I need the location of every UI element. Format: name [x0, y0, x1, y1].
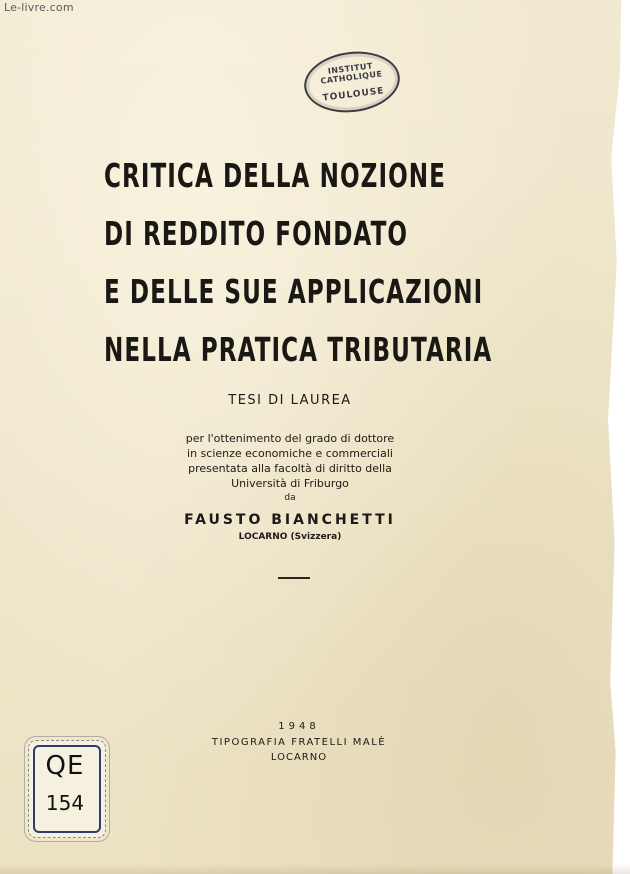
scan-edge: [608, 0, 630, 874]
title-line-4: NELLA PRATICA TRIBUTARIA: [104, 330, 493, 369]
title-line-2: DI REDDITO FONDATO: [104, 214, 409, 253]
stamp-line-3: TOULOUSE: [322, 86, 386, 104]
description-line-3: presentata alla facoltà di diritto della: [188, 462, 392, 475]
watermark: Le-livre.com: [4, 1, 74, 14]
shelf-label-code: QE: [45, 751, 85, 781]
title-line-1: CRITICA DELLA NOZIONE: [104, 156, 446, 195]
author-location: LOCARNO (Svizzera): [238, 532, 342, 542]
divider-rule: [278, 577, 310, 579]
shelf-label: [28, 740, 106, 838]
description-line-4: Università di Friburgo: [231, 477, 349, 490]
subtitle: TESI DI LAUREA: [228, 393, 352, 408]
printer-name: TIPOGRAFIA FRATELLI MALÈ: [211, 737, 387, 748]
publication-year: 1948: [278, 721, 320, 732]
description-line-2: in scienze economiche e commerciali: [187, 447, 393, 460]
stamp-line-1: INSTITUT CATHOLIQUE: [320, 61, 383, 86]
description-line-5: da: [284, 493, 296, 503]
description: [0, 431, 580, 506]
description-line-1: per l'ottenimento del grado di dottore: [185, 432, 395, 445]
publication-city: LOCARNO: [270, 752, 328, 763]
library-stamp: [301, 46, 404, 117]
author-name: FAUSTO BIANCHETTI: [184, 512, 396, 528]
book-title: [104, 147, 493, 379]
title-line-3: E DELLE SUE APPLICAZIONI: [104, 272, 484, 311]
page-shadow: [0, 864, 630, 874]
shelf-label-number: 154: [45, 791, 85, 815]
